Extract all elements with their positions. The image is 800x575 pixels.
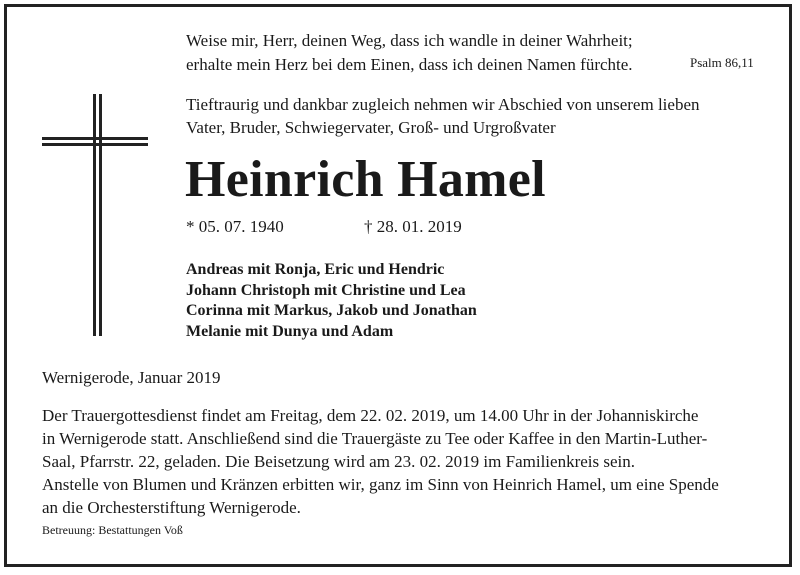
service-line: an die Orchesterstiftung Wernigerode.	[42, 498, 301, 517]
undertaker-credit: Betreuung: Bestattungen Voß	[42, 523, 183, 537]
verse-reference: Psalm 86,11	[690, 55, 754, 70]
service-details	[42, 404, 719, 519]
cross-horizontal-outer	[42, 137, 148, 140]
verse-line: Weise mir, Herr, deinen Weg, dass ich wandle in deiner Wahrheit;	[186, 31, 633, 50]
deceased-name: Heinrich Hamel	[185, 151, 546, 208]
death-date: † 28. 01. 2019	[364, 217, 462, 236]
family-list	[186, 260, 477, 342]
cross-icon	[40, 94, 150, 336]
bible-verse	[186, 29, 633, 77]
family-line: Melanie mit Dunya und Adam	[186, 322, 394, 340]
intro-line: Tieftraurig und dankbar zugleich nehmen wir Abschied von unserem lieben	[186, 95, 700, 114]
intro-line: Vater, Bruder, Schwiegervater, Groß- und Urgroßvater	[186, 118, 556, 137]
verse-line: erhalte mein Herz bei dem Einen, dass ich deinen Namen fürchte.	[186, 55, 633, 74]
family-line: Johann Christoph mit Christine und Lea	[186, 281, 466, 299]
cross-vertical-inner	[99, 94, 102, 336]
service-line: in Wernigerode statt. Anschließend sind die Trauergäste zu Tee oder Kaffee in den Martin-Luther-	[42, 429, 708, 448]
place-date: Wernigerode, Januar 2019	[42, 368, 221, 387]
service-line: Der Trauergottesdienst findet am Freitag, dem 22. 02. 2019, um 14.00 Uhr in der Johanniskirche	[42, 406, 699, 425]
service-line: Anstelle von Blumen und Kränzen erbitten wir, ganz im Sinn von Heinrich Hamel, um eine Spende	[42, 475, 719, 494]
family-line: Corinna mit Markus, Jakob und Jonathan	[186, 302, 477, 319]
cross-vertical-outer	[93, 94, 96, 336]
service-line: Saal, Pfarrstr. 22, geladen. Die Beisetzung wird am 23. 02. 2019 im Familienkreis sein.	[42, 452, 635, 471]
birth-date: * 05. 07. 1940	[186, 217, 284, 236]
family-line: Andreas mit Ronja, Eric und Hendric	[186, 261, 445, 278]
farewell-intro	[186, 93, 700, 139]
cross-horizontal-inner	[42, 143, 148, 146]
